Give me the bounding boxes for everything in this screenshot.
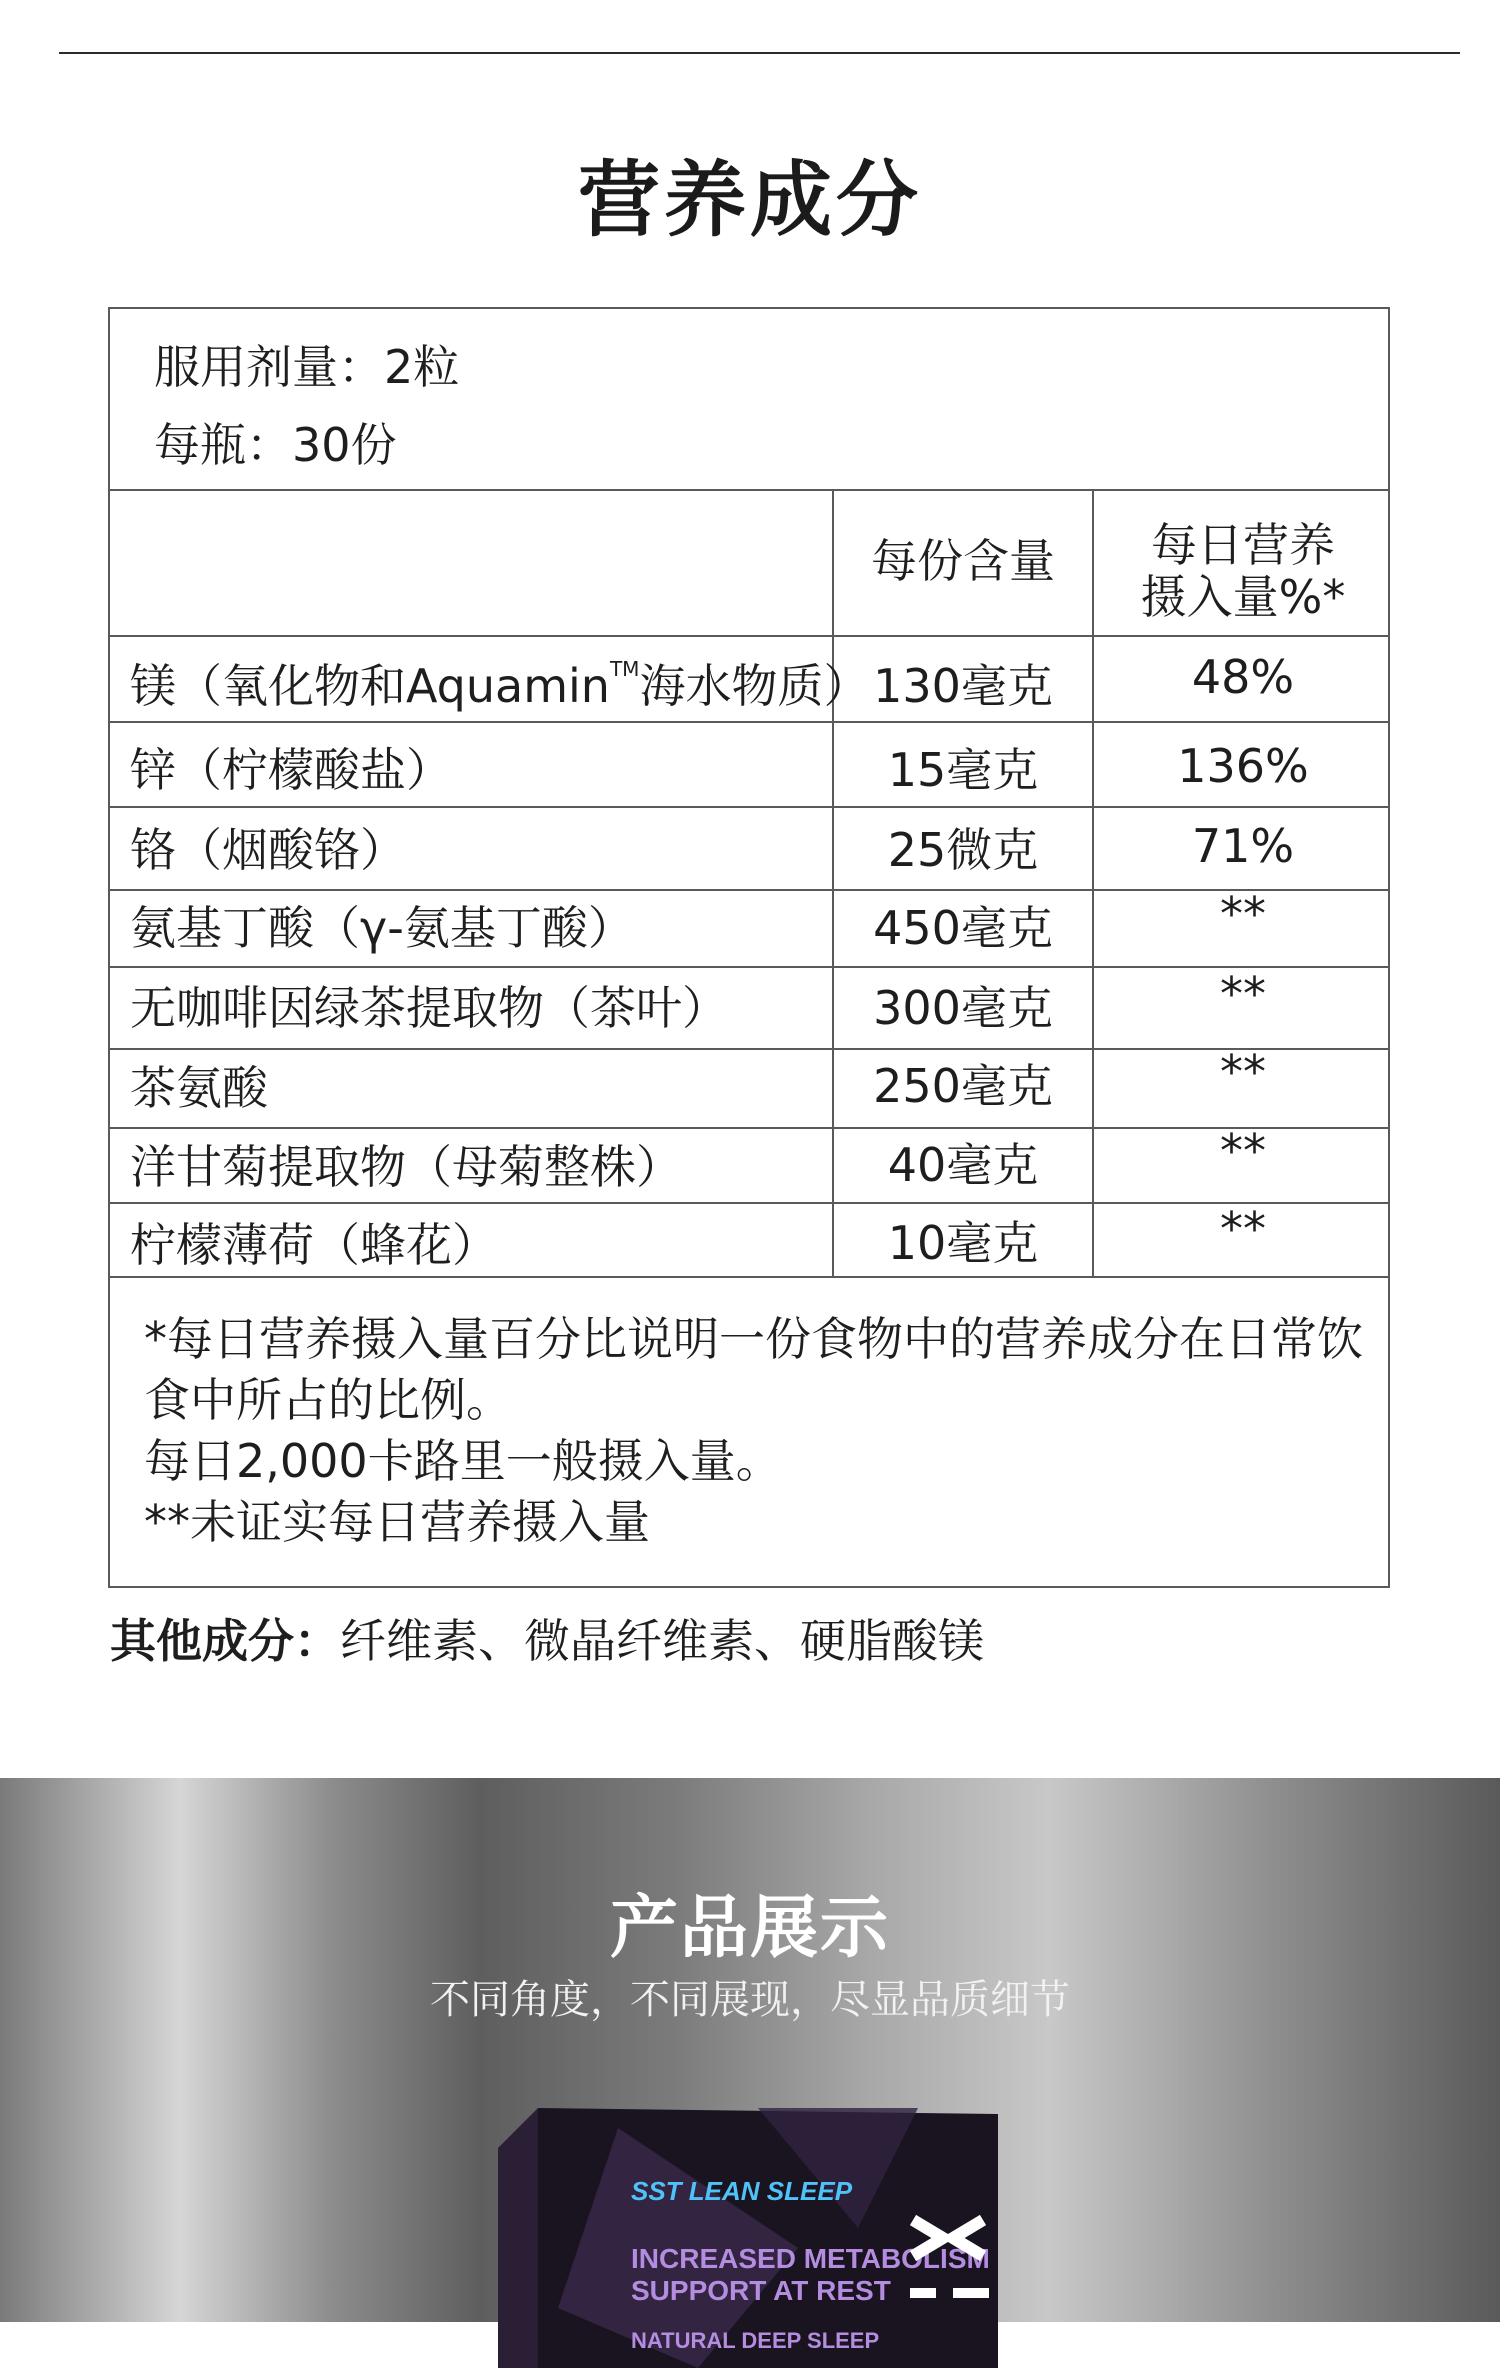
ingredient-daily-value: ** [1220,1045,1266,1099]
footnote-daily-value: *每日营养摄入量百分比说明一份食物中的营养成分在日常饮食中所占的比例。 [144,1312,1363,1427]
footnote-calories: 每日2,000卡路里一般摄入量。 [144,1434,782,1488]
ingredient-amount: 300毫克 [873,981,1053,1035]
top-divider [59,52,1460,54]
product-box-image [498,2108,998,2368]
section-title: 营养成分 [577,153,922,248]
trademark-mark: TM [609,657,640,681]
table-divider [110,489,1388,491]
product-showcase [0,1778,1500,2353]
table-divider [110,721,1388,723]
box-claim-3: NATURAL DEEP SLEEP [631,2328,880,2353]
ingredient-daily-value: 48% [1191,650,1295,704]
table-divider [110,1276,1388,1278]
showcase-subtitle: 不同角度，不同展现，尽显品质细节 [430,1977,1070,2023]
header-amount: 每份含量 [871,534,1055,588]
ingredient-name: 氨基丁酸（γ-氨基丁酸） [130,901,634,955]
ingredient-amount: 10毫克 [887,1216,1039,1270]
header-daily-value-line2: 摄入量%* [1140,570,1346,624]
ingredient-name: 茶氨酸 [130,1061,268,1115]
footnote [144,1309,1374,1553]
ingredient-name: 无咖啡因绿茶提取物（茶叶） [130,981,728,1035]
ingredient-daily-value: ** [1220,967,1266,1021]
other-ingredients [110,1605,984,1671]
ingredient-name: 锌（柠檬酸盐） [130,743,452,797]
ingredient-daily-value: 136% [1177,739,1309,793]
box-claim-1: INCREASED METABOLISM [631,2243,990,2274]
showcase-title: 产品展示 [609,1889,890,1968]
servings-per-bottle: 每瓶：30份 [154,418,397,472]
box-brand: SST LEAN SLEEP [631,2176,853,2206]
ingredient-amount: 130毫克 [873,659,1053,713]
box-claim-2: SUPPORT AT REST [631,2275,891,2306]
ingredient-name: 柠檬薄荷（蜂花） [130,1218,498,1272]
header-daily-value [1094,519,1392,623]
ingredient-amount: 15毫克 [887,743,1039,797]
table-divider [110,635,1388,637]
other-ingredients-value: 纤维素、微晶纤维素、硬脂酸镁 [340,1614,984,1668]
other-ingredients-label: 其他成分： [110,1614,340,1668]
ingredient-amount: 25微克 [887,823,1039,877]
ingredient-daily-value: ** [1220,1124,1266,1178]
serving-size: 服用剂量：2粒 [154,340,460,394]
ingredient-name: 镁（氧化物和Aquamin™海水物质） [130,657,870,713]
ingredient-amount: 450毫克 [873,901,1053,955]
ingredient-name: 铬（烟酸铬） [130,823,406,877]
ingredient-name: 洋甘菊提取物（母菊整株） [130,1140,682,1194]
header-daily-value-line1: 每日营养 [1151,518,1335,572]
table-divider [110,806,1388,808]
ingredient-amount: 40毫克 [887,1138,1039,1192]
nutrition-table [108,307,1390,1588]
ingredient-daily-value: ** [1220,1202,1266,1256]
ingredient-daily-value: ** [1220,887,1266,941]
footnote-unestablished: **未证实每日营养摄入量 [144,1495,650,1549]
ingredient-daily-value: 71% [1191,819,1295,873]
ingredient-amount: 250毫克 [873,1059,1053,1113]
